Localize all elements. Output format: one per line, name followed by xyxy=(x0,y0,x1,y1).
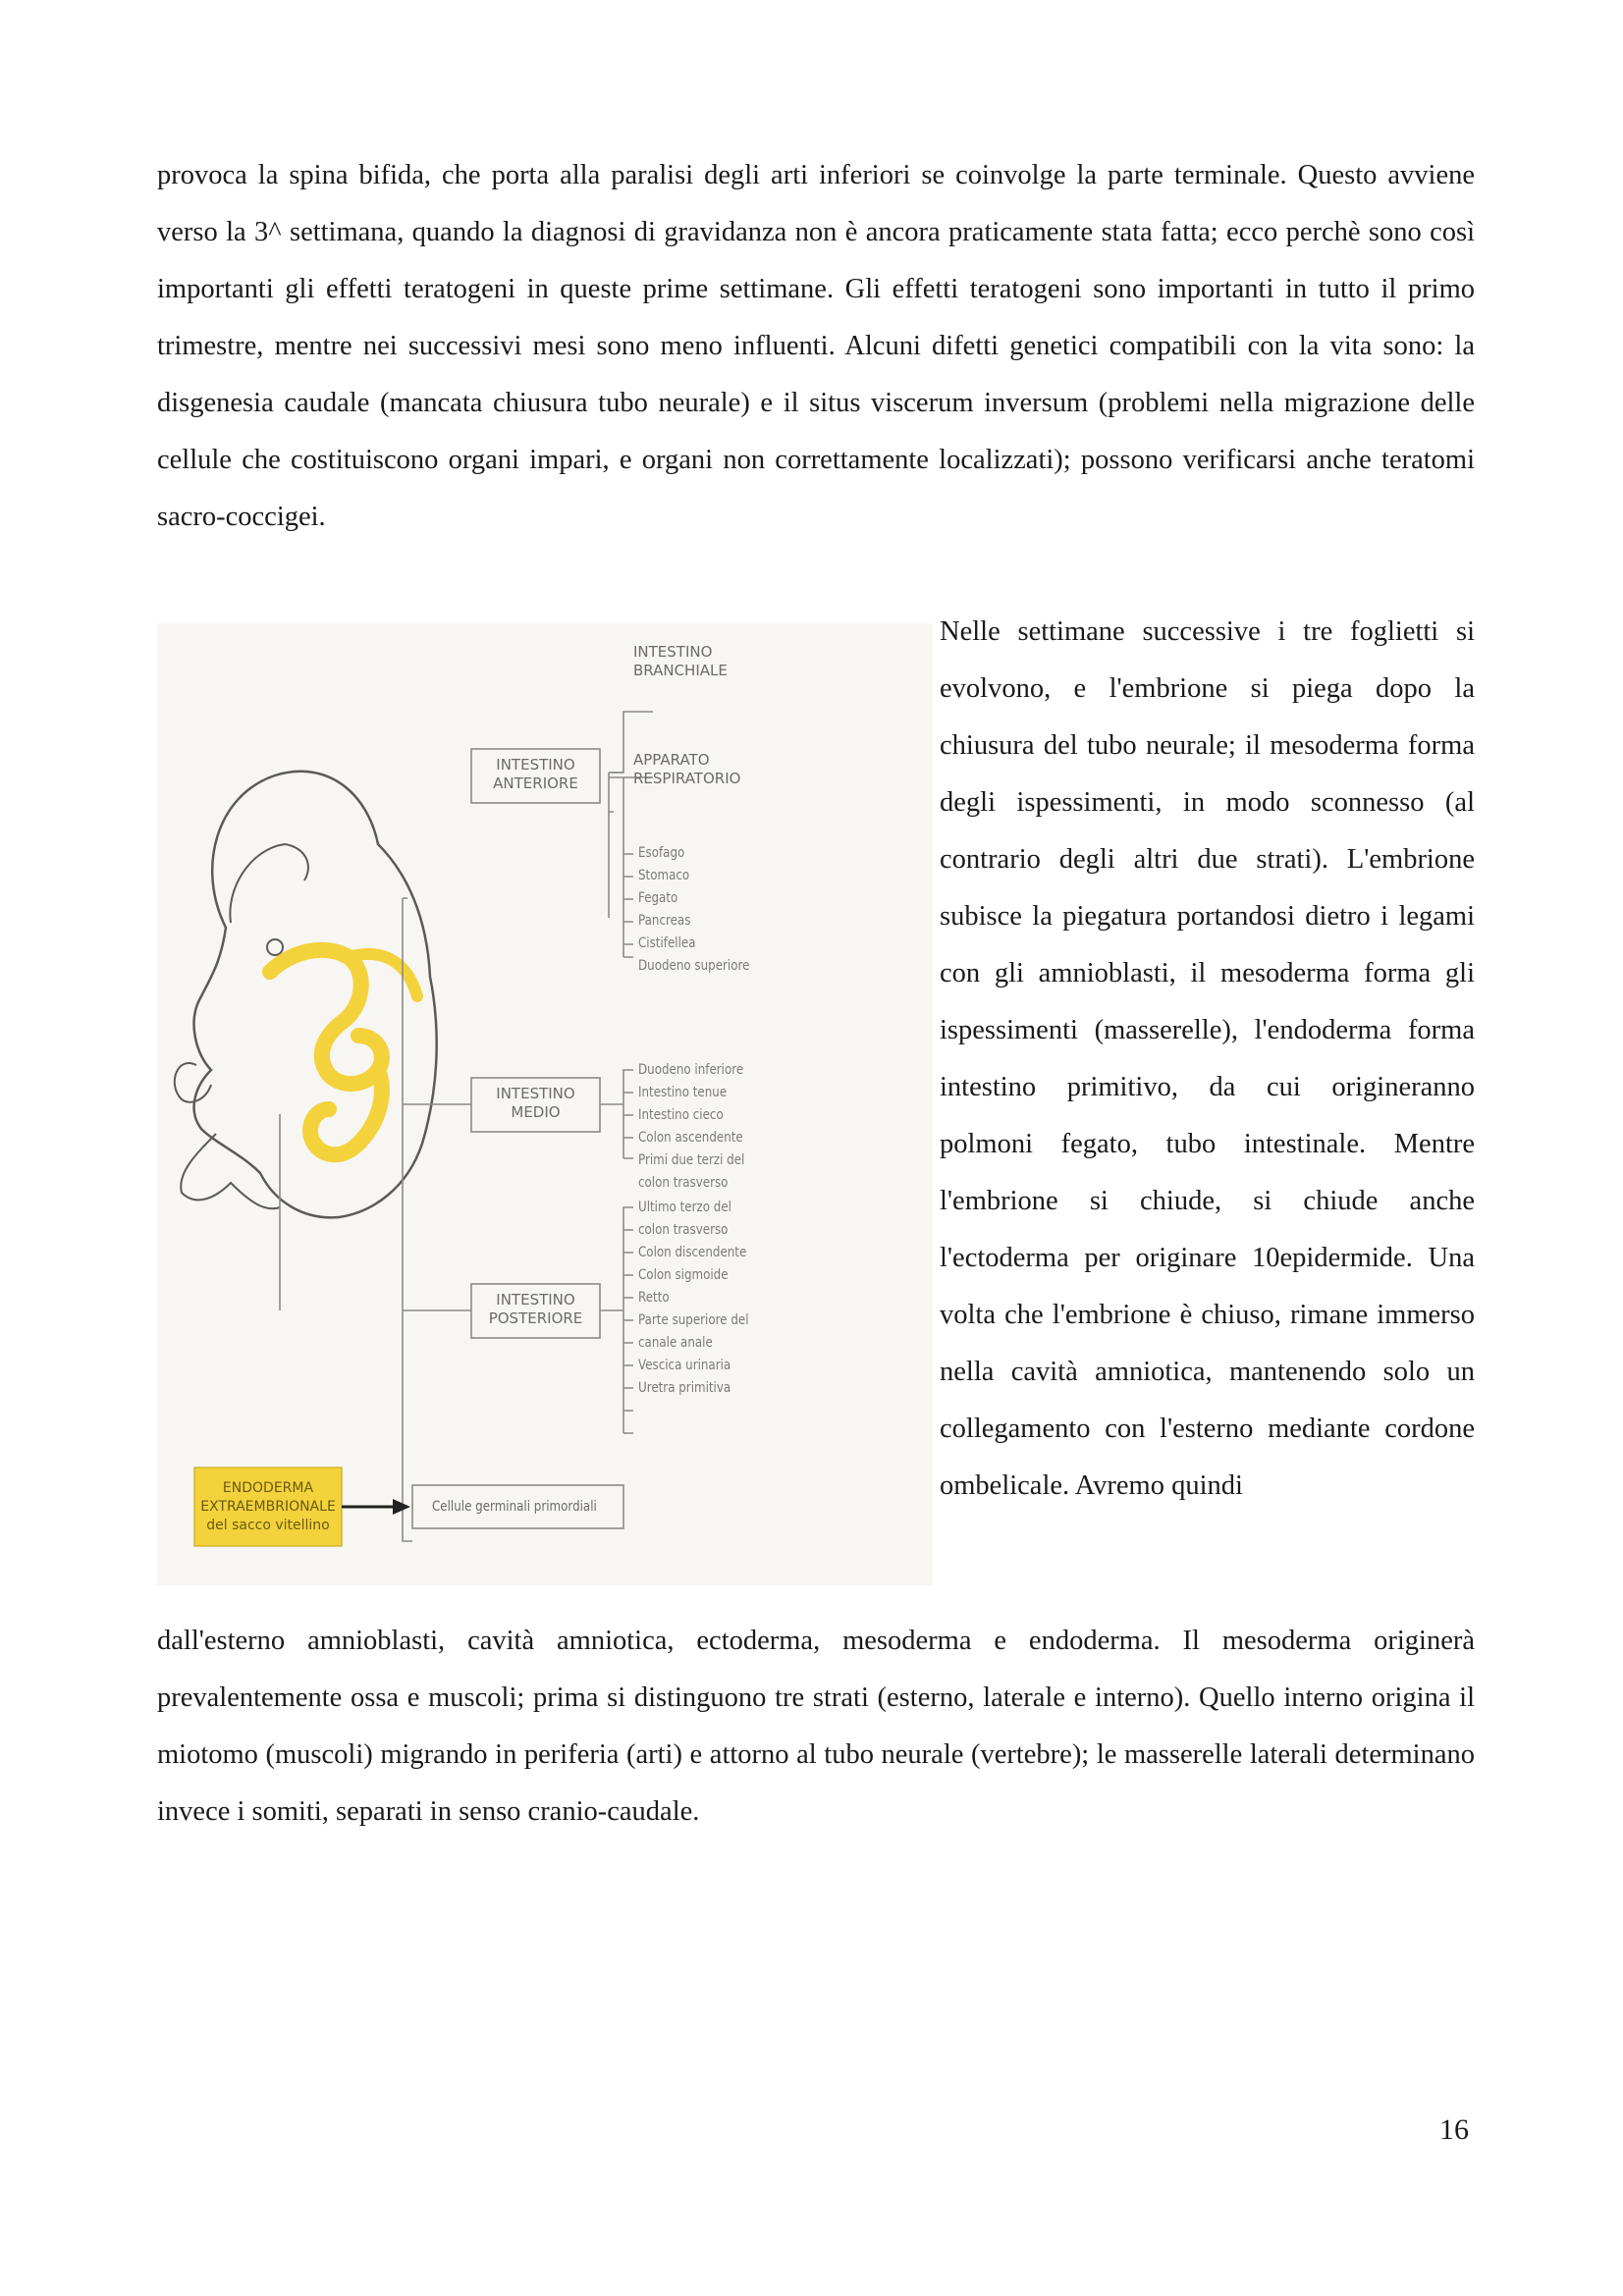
connector-medio-right xyxy=(600,1070,633,1158)
item-colon-sigmoide: Colon sigmoide xyxy=(638,1267,729,1283)
item-uretra-primitiva: Uretra primitiva xyxy=(638,1380,731,1396)
connector-posteriore-right xyxy=(600,1207,633,1433)
item-fegato: Fegato xyxy=(638,890,678,906)
item-cistifellea: Cistifellea xyxy=(638,935,696,951)
connector-anteriore-to-items xyxy=(623,777,633,957)
embryo-arm xyxy=(175,1063,211,1102)
item-duodeno-inferiore: Duodeno inferiore xyxy=(638,1062,744,1078)
arrow-head xyxy=(393,1499,410,1515)
label-cellule-germinali: Cellule germinali primordiali xyxy=(432,1499,597,1515)
embryo-intestine-diagram xyxy=(157,623,933,1585)
embryo-gut xyxy=(270,950,382,1154)
item-stomaco: Stomaco xyxy=(638,868,690,883)
item-canale-anale: canale anale xyxy=(638,1335,713,1351)
item-colon-trasverso-1: colon trasverso xyxy=(638,1175,729,1191)
label-intestino-branchiale: INTESTINO BRANCHIALE xyxy=(633,643,728,679)
embryo-eye xyxy=(267,939,283,955)
label-intestino-anteriore: INTESTINO ANTERIORE xyxy=(493,756,578,792)
item-colon-discendente: Colon discendente xyxy=(638,1245,747,1260)
item-pancreas: Pancreas xyxy=(638,913,691,929)
item-colon-ascendente: Colon ascendente xyxy=(638,1130,743,1146)
label-apparato-respiratorio: APPARATO RESPIRATORIO xyxy=(633,751,741,787)
paragraph-intro: provoca la spina bifida, che porta alla paralisi degli arti inferiori se coinvolge la parte terminale. Questo avviene verso la 3^ settimana, quando la diagnosi di gravidanza non è ancora praticamente stata fatta; ecco perchè sono così importanti gli effetti teratogeni in queste prime settimane. Gli effetti teratogeni sono importanti in tutto il primo trimestre, mentre nei successivi mesi sono meno influenti. Alcuni difetti genetici compatibili con la vita sono: la disgenesia caudale (mancata chiusura tubo neurale) e il situs viscerum inversum (problemi nella migrazione delle cellule che costituiscono organi impari, e organi non correttamente localizzati); possono verificarsi anche teratomi sacro-coccigei. xyxy=(157,160,1475,532)
label-endoderma: ENDODERMA EXTRAEMBRIONALE del sacco vitellino xyxy=(200,1480,336,1533)
paragraph-continuation: dall'esterno amnioblasti, cavità amniotica, ectoderma, mesoderma e endoderma. Il mesoderma originerà prevalentemente ossa e muscoli; prima si distinguono tre strati (esterno, laterale e interno). Quello interno origina il miotomo (muscoli) migrando in periferia (arti) e attorno al tubo neurale (vertebre); le masserelle laterali determinano invece i somiti, separati in senso cranio-caudale. xyxy=(157,1626,1475,1827)
page-number: 16 xyxy=(1439,2113,1469,2146)
item-colon-trasverso-2: colon trasverso xyxy=(638,1222,729,1238)
item-intestino-cieco: Intestino cieco xyxy=(638,1107,724,1123)
label-intestino-medio: INTESTINO MEDIO xyxy=(496,1085,575,1121)
item-parte-superiore: Parte superiore del xyxy=(638,1312,749,1328)
item-primi-due-terzi: Primi due terzi del xyxy=(638,1152,745,1168)
label-intestino-posteriore: INTESTINO POSTERIORE xyxy=(488,1291,583,1327)
item-vescica-urinaria: Vescica urinaria xyxy=(638,1358,731,1373)
item-intestino-tenue: Intestino tenue xyxy=(638,1085,728,1100)
item-esofago: Esofago xyxy=(638,845,685,861)
paragraph-side: Nelle settimane successive i tre foglietti si evolvono, e l'embrione si piega dopo la chiusura del tubo neurale; il mesoderma forma degli ispessimenti, in modo sconnesso (al contrario degli altri due strati). L'embrione subisce la piegatura portandosi dietro i legami con gli amnioblasti, il mesoderma forma gli ispessimenti (masserelle), l'endoderma forma intestino primitivo, da cui origineranno polmoni fegato, tubo intestinale. Mentre l'embrione si chiude, si chiude anche l'ectoderma per originare 10epidermide. Una volta che l'embrione è chiuso, rimane immerso nella cavità amniotica, mantenendo solo un collegamento con l'esterno mediante cordone ombelicale. Avremo quindi xyxy=(940,616,1475,1501)
item-retto: Retto xyxy=(638,1290,670,1306)
embryo-head xyxy=(230,844,308,923)
connector-anteriore-right xyxy=(609,773,623,918)
embryo-leg xyxy=(181,1134,280,1208)
item-ultimo-terzo: Ultimo terzo del xyxy=(638,1200,731,1215)
item-duodeno-superiore: Duodeno superiore xyxy=(638,958,750,974)
